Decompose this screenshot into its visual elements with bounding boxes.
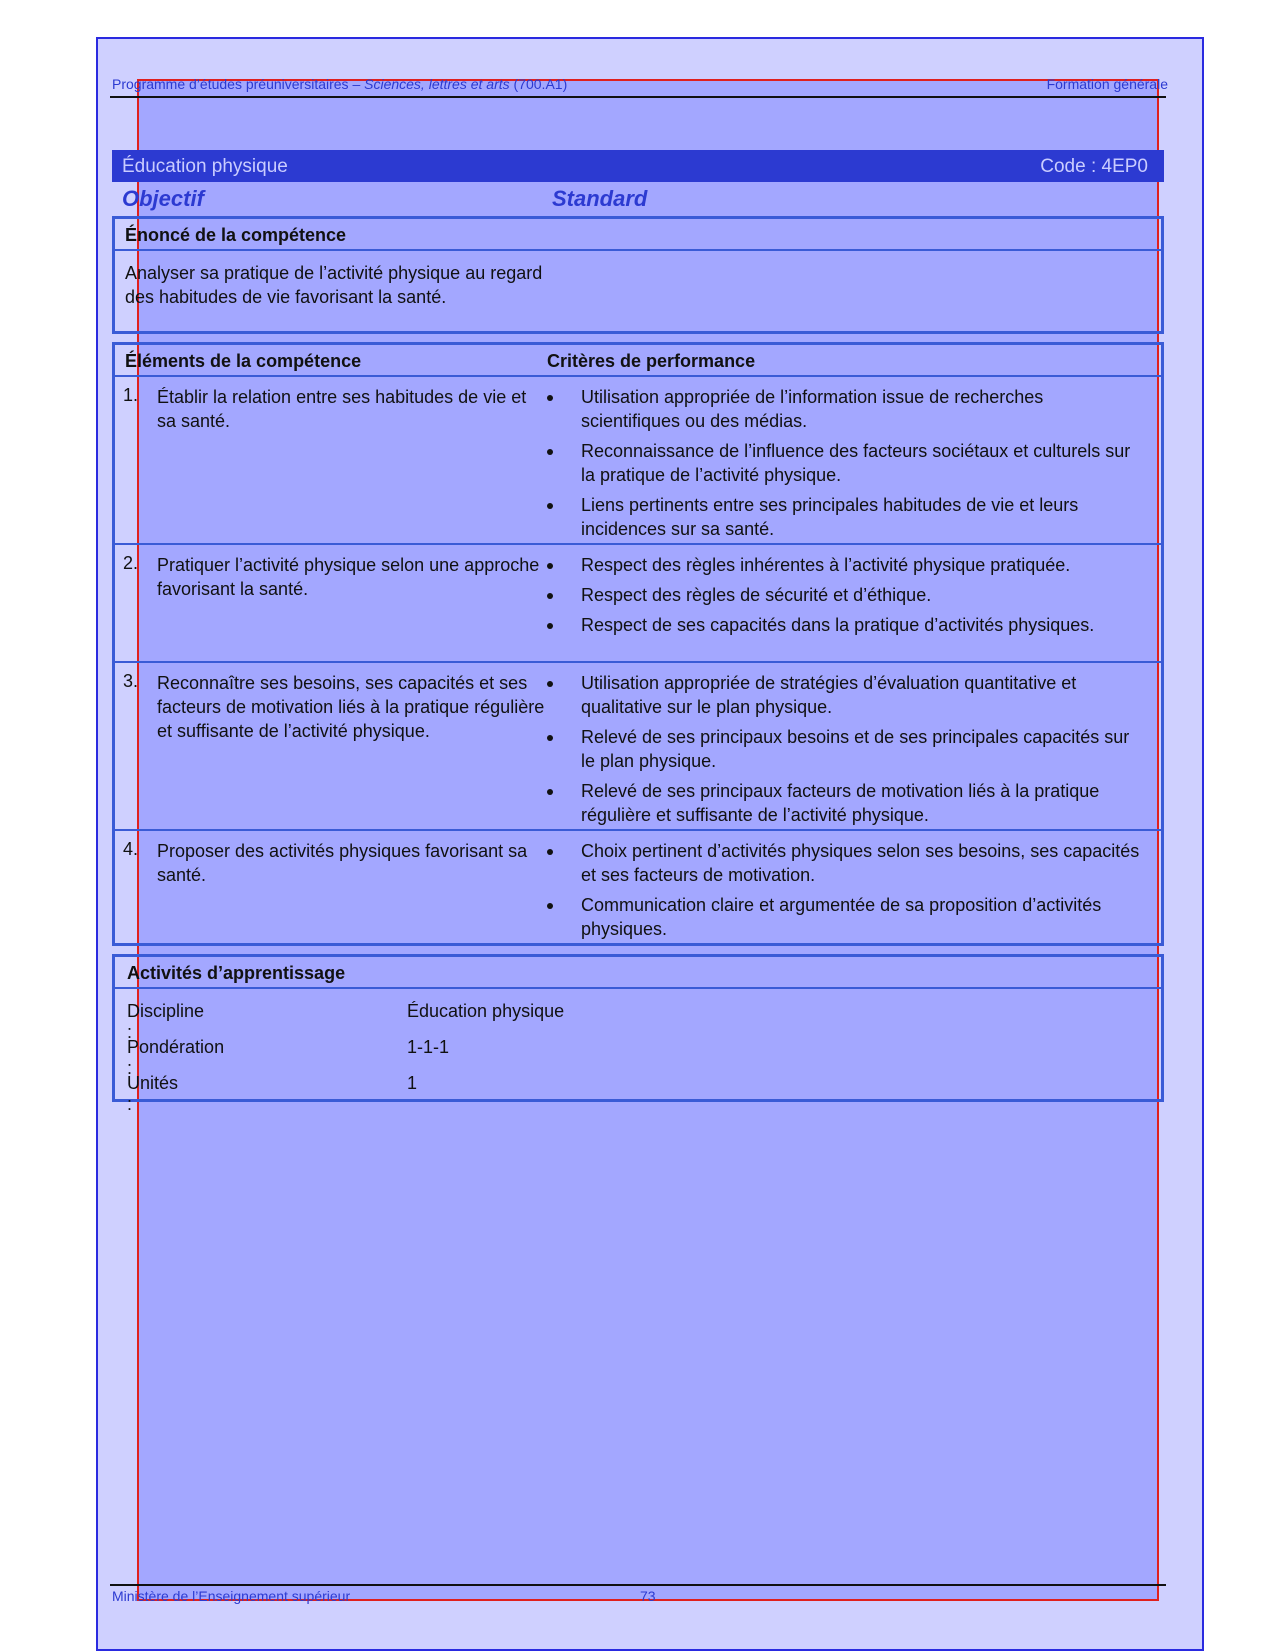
criterion-item [545, 839, 1145, 887]
formation-label: Formation générale [1046, 76, 1168, 92]
element-text: Pratiquer l’activité physique selon une approche favorisant la santé. [157, 555, 540, 599]
header-rule [110, 96, 1166, 98]
element-text: Établir la relation entre ses habitudes de vie et sa santé. [157, 387, 527, 431]
criterion-text: Choix pertinent d’activités physiques selon ses besoins, ses capacités et ses facteurs de motivation. [581, 841, 1140, 885]
page-number: 73 [640, 1588, 656, 1604]
criterion-item [545, 439, 1145, 487]
element-number: 2. [123, 553, 139, 573]
criterion-text: Utilisation appropriée de l’information issue de recherches scientifiques ou des médias. [581, 387, 1044, 431]
element-row-4 [115, 831, 1161, 943]
bullet-icon [547, 903, 553, 909]
criteria-heading: Critères de performance [547, 351, 756, 371]
program-title [112, 76, 567, 92]
criterion-text: Relevé de ses principaux facteurs de motivation liés à la pratique régulière et suffisante de l’activité physique. [581, 781, 1100, 825]
enonce-heading: Énoncé de la compétence [125, 225, 347, 245]
element-number: 4. [123, 839, 139, 859]
course-code: Code : 4EP0 [1040, 156, 1148, 177]
discipline-label: Discipline : [127, 1001, 205, 1042]
discipline-value: Éducation physique [407, 1001, 565, 1021]
element-number: 1. [123, 385, 139, 405]
criterion-text: Respect de ses capacités dans la pratique d’activités physiques. [581, 615, 1095, 635]
page-footer [112, 1588, 1168, 1604]
bullet-icon [547, 623, 553, 629]
ponderation-label: Pondération : [127, 1037, 225, 1078]
criterion-text: Reconnaissance de l’influence des facteurs sociétaux et culturels sur la pratique de l’activité physique. [581, 441, 1131, 485]
ponderation-value: 1-1-1 [407, 1037, 450, 1057]
elements-heading: Éléments de la compétence [125, 351, 362, 371]
program-prefix: Programme d’études préuniversitaires – [112, 76, 365, 92]
elements-header [115, 345, 1161, 377]
unites-value: 1 [407, 1073, 418, 1093]
criteria-list [545, 385, 1145, 547]
bullet-icon [547, 503, 553, 509]
footer-ministry: Ministère de l’Enseignement supérieur [112, 1588, 351, 1604]
activites-heading: Activités d’apprentissage [127, 963, 346, 983]
element-text: Reconnaître ses besoins, ses capacités et ses facteurs de motivation liés à la pratique régulière et suffisante de l’activité physique. [157, 673, 545, 741]
elements-box [112, 342, 1164, 946]
objectif-label: Objectif [122, 186, 204, 211]
activites-box [112, 954, 1164, 1114]
criterion-text: Utilisation appropriée de stratégies d’évaluation quantitative et qualitative sur le plan physique. [581, 673, 1077, 717]
unites-label: Unités : [127, 1073, 179, 1114]
criterion-item [545, 613, 1145, 637]
criterion-item [545, 725, 1145, 773]
running-header [112, 76, 1168, 96]
element-row-2 [115, 545, 1161, 663]
criteria-list [545, 553, 1145, 643]
program-code: (700.A1) [509, 76, 568, 92]
criterion-text: Communication claire et argumentée de sa proposition d’activités physiques. [581, 895, 1102, 939]
criterion-text: Relevé de ses principaux besoins et de ses principales capacités sur le plan physique. [581, 727, 1130, 771]
bullet-icon [547, 735, 553, 741]
criterion-item [545, 493, 1145, 541]
bullet-icon [547, 563, 553, 569]
footer-rule [110, 1584, 1166, 1586]
bullet-icon [547, 789, 553, 795]
criterion-item [545, 893, 1145, 941]
criterion-item [545, 779, 1145, 827]
criterion-item [545, 553, 1145, 577]
element-number: 3. [123, 671, 139, 691]
course-title-bar [112, 150, 1164, 182]
bullet-icon [547, 849, 553, 855]
program-name: Sciences, lettres et arts [364, 76, 510, 92]
course-title: Éducation physique [122, 156, 288, 177]
criterion-text: Respect des règles inhérentes à l’activité physique pratiquée. [581, 555, 1071, 575]
bullet-icon [547, 681, 553, 687]
element-row-1 [115, 377, 1161, 545]
criterion-item [545, 385, 1145, 433]
bullet-icon [547, 593, 553, 599]
standard-label: Standard [552, 186, 648, 211]
bullet-icon [547, 449, 553, 455]
bullet-icon [547, 395, 553, 401]
enonce-header [115, 219, 1161, 251]
criteria-list [545, 839, 1145, 947]
element-row-3 [115, 663, 1161, 831]
criterion-text: Respect des règles de sécurité et d’éthique. [581, 585, 932, 605]
criteria-list [545, 671, 1145, 833]
enonce-text: Analyser sa pratique de l’activité physique au regard des habitudes de vie favorisant la santé. [125, 263, 543, 307]
enonce-box [112, 216, 1164, 334]
criterion-text: Liens pertinents entre ses principales habitudes de vie et leurs incidences sur sa santé. [581, 495, 1079, 539]
element-text: Proposer des activités physiques favorisant sa santé. [157, 841, 528, 885]
activites-header [115, 957, 1161, 989]
criterion-item [545, 583, 1145, 607]
criterion-item [545, 671, 1145, 719]
